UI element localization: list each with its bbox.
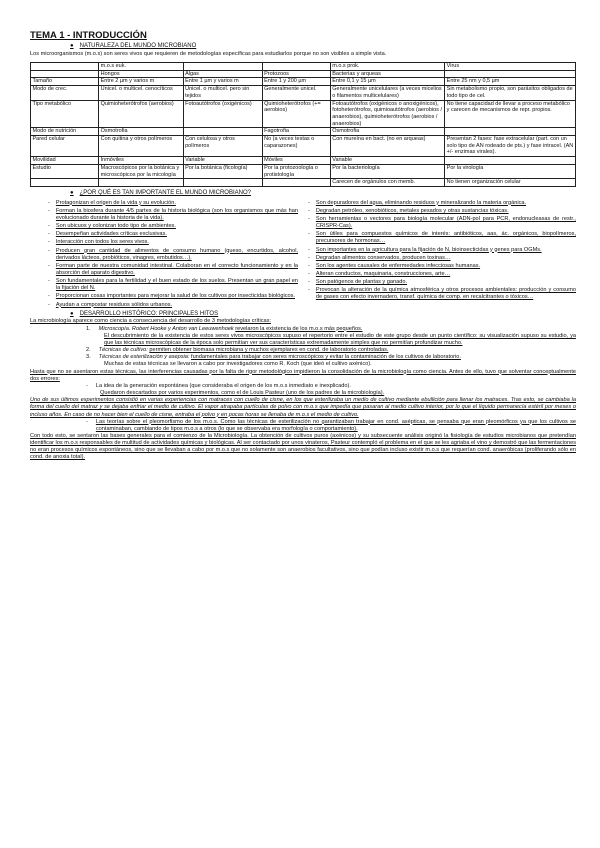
table-header-cell: m.o.s euk. (99, 62, 183, 70)
dash-marker: - (48, 293, 50, 300)
list-item (308, 279, 576, 286)
list-item-text: Protagonizan el origen de la vida y su evolución. (55, 199, 176, 206)
list-item (308, 263, 576, 270)
list-item (48, 239, 298, 246)
section-heading-importancia (70, 190, 576, 198)
error-item-text: Las teorías sobre el pleomorfismo de los m.o.s. Como las técnicas de esterilización no garantizaban trabajar en cond. asépticas, se pensaba que eran pleomórficos ya que los cultivos se contaminaban, cambiando de tipos m.o.s a otros (lo que se observaba era morfología o comportamiento). (95, 418, 576, 432)
table-row (31, 128, 576, 136)
method-item-2 (86, 347, 576, 354)
dash-marker: - (48, 199, 50, 206)
table-row-label: Modo de nutrición (31, 128, 99, 136)
list-item-text: Son importantes en la agricultura para la fijación de N, bioinsecticidas y genes para OGMs. (315, 246, 542, 253)
item-number: 1. (86, 325, 91, 332)
dash-marker: - (308, 207, 310, 214)
dash-marker: - (308, 271, 310, 278)
item-lead: Técnicas de esterilización y asepsia: (98, 354, 192, 361)
dash-marker: - (308, 287, 310, 294)
importance-columns (30, 200, 576, 310)
list-item (48, 223, 298, 230)
list-item (48, 248, 298, 262)
bullet-icon: ● (70, 310, 74, 317)
list-item-text: Son ubicuos y colonizan todo tipo de ambientes. (55, 223, 176, 230)
item-text: permiten obtener biomasa microbiana y muchos ejemplares en cond. de laboratorio controladas. (149, 347, 389, 354)
list-item (308, 287, 576, 301)
table-header-cell (183, 62, 262, 70)
list-item-text: Son patógenos de plantas y ganado. (315, 279, 408, 286)
dash-marker: - (48, 301, 50, 308)
table-header-cell (445, 70, 576, 78)
table-cell: Inmóviles (99, 157, 183, 165)
table-cell: Entre 25 nm y 0,5 µm (445, 78, 576, 86)
dash-marker: - (308, 199, 310, 206)
item-number: 2. (86, 347, 91, 354)
table-cell: No (a veces testas o caparazones) (262, 136, 330, 157)
importance-right-list (308, 200, 576, 310)
dash-marker: - (308, 215, 310, 222)
table-cell: No tienen organización celular (445, 179, 576, 187)
list-item-text: Degradan petróleo, xenobióticos, metales pesados y otras sustancias tóxicas. (315, 207, 509, 214)
table-cell: Unicel. o multicel. pero sin tejidos (183, 86, 262, 100)
list-item-text: Producen gran cantidad de alimentos de consumo humano (queso, encurtidos, alcohol, derivados lácteos, probióticos, vinagres, embutidos…). (55, 247, 298, 261)
error-item-1-detail: Quedaron descartados por varios experimentos, como el de Louis Pasteur (uno de los padres de la microbiología). (100, 390, 385, 397)
list-item-text: Son los agentes causales de enfermedades infecciosas humanas. (315, 262, 481, 269)
dash-marker: - (48, 223, 50, 230)
dash-marker: - (48, 239, 50, 246)
list-item (308, 216, 576, 230)
list-item-text: Interacción con todos los seres vivos. (55, 239, 149, 246)
table-cell: Fotoautótrofos (oxigénicos o anoxigénicos), fotoheterótrofos, quimioautótrofos (aerobios / anaerobios), quimioheterótrofos (aerobios / anaerobios) (330, 100, 444, 128)
table-cell: Fagotrofia (262, 128, 330, 136)
table-cell: Por la bacteriología (330, 164, 444, 178)
table-row-label: Modo de crec. (31, 86, 99, 100)
table-cell (99, 179, 183, 187)
dash-marker: - (48, 247, 50, 254)
table-cell: Quimioheterótrofos (aerobios) (99, 100, 183, 128)
dash-marker: - (48, 278, 50, 285)
item-text: fundamentales para trabajar con seres microscópicos y evitar la contaminación de los cultivos de laboratorio. (191, 354, 461, 361)
table-header-cell: m.o.s prok. (330, 62, 444, 70)
table-cell (183, 128, 262, 136)
table-cell: Generalmente unicelulares (a veces micelios o filamentos multicelulares) (330, 86, 444, 100)
list-item-text: Provocan la alteración de la química atmosférica y otros procesos ambientales: producción y consumo de gases con efecto invernadero, transf. química de comp. en recalcitrantes o tóxicos… (315, 287, 576, 301)
list-item (308, 200, 576, 207)
intro-paragraph: Los microorganismos (m.o.s) son seres vivos que requieren de metodologías específicas para estudiarlos porque no son visibles a simple vista. (30, 50, 387, 57)
table-cell: Osmotrofia (330, 128, 444, 136)
table-row (31, 136, 576, 157)
list-item (48, 231, 298, 238)
comparison-table (30, 62, 576, 187)
method-item-3-detail: Muchas de estas técnicas se llevaron a cabo por investigadores como R. Koch (que ideó el cultivo axénico). (104, 361, 372, 368)
dash-marker: - (48, 262, 50, 269)
table-cell: Entre 2 µm y varios m (99, 78, 183, 86)
table-header-cell (31, 62, 99, 70)
list-item (48, 208, 298, 222)
table-header-cell: Algas (183, 70, 262, 78)
table-body (31, 62, 576, 186)
table-header-cell (31, 70, 99, 78)
section-heading-naturaleza (70, 43, 576, 51)
history-intro: La microbiología aparece como ciencia a consecuencia del desarrollo de 3 metodologías críticas: (30, 318, 271, 325)
dash-marker: - (308, 262, 310, 269)
importance-left-list (30, 200, 298, 310)
item-number: 3. (86, 354, 91, 361)
dash-marker: - (308, 246, 310, 253)
table-row-label (31, 179, 99, 187)
table-cell: Sin metabolismo propio, son parásitos obligados de todo tipo de cel. (445, 86, 576, 100)
list-item-text: Son herramientas o vectores para biología molecular (ADN-pol para PCR, endonucleasas de restr., CRISPR-Cas). (315, 215, 576, 230)
list-item-text: Forman la biosfera durante 4/5 partes de la historia biológica (son los organismos que más han evolucionado durante la historia de la vida). (55, 207, 298, 221)
table-cell: Con quitina y otros polímeros (99, 136, 183, 157)
list-item (48, 302, 298, 309)
bullet-icon: ● (70, 43, 74, 50)
method-item-3 (86, 354, 576, 361)
error-item-2 (86, 419, 576, 433)
table-cell: Variable (183, 157, 262, 165)
page-title: TEMA 1 - INTRODUCCIÓN (30, 30, 147, 41)
table-cell: Unicel. o multicel. cenocíticos (99, 86, 183, 100)
item-text: revelaron la existencia de los m.o.s más pequeños. (235, 325, 363, 332)
table-cell (445, 128, 576, 136)
table-cell: Por la virología (445, 164, 576, 178)
table-cell: Entre 1 µm y varios m (183, 78, 262, 86)
dash-marker: - (308, 231, 310, 238)
table-cell: Fotoautótrofos (oxigénicos) (183, 100, 262, 128)
dash-marker: - (48, 207, 50, 214)
section-heading-text: NATURALEZA DEL MUNDO MICROBIANO (79, 43, 197, 50)
table-row (31, 86, 576, 100)
list-item (48, 200, 298, 207)
table-subheader-row (31, 70, 576, 78)
table-row-label: Movilidad (31, 157, 99, 165)
history-paragraph-4: Con todo esto, se sentaron las bases generales para el comienzo de la Microbiología. La obtención de cultivos puros (axénicos) y su subsecuente análisis originó la fisiología de estudios microbianos que pretendían identificar los m.o.s responsables de multitud de actividades químicas y biológicas. Al ser contactado por unos vinateros, Pasteur contempló el problema en el que se les agriaba el vino y demostró que las fermentaciones no eran procesos químicos espontáneos, sino que se llevaban a cabo por m.o.s que no solamente son anaerobios facultativos, sino que podían incluso existir m.o.s que requerían cond. anaeróbicas (proliferando sólo en cond. de anoxia total). (30, 432, 576, 461)
list-item-text: Son fundamentales para la fertilidad y el buen estado de los suelos. Presentan un gran papel en la fijación del N. (55, 278, 298, 292)
error-item-1 (86, 383, 576, 390)
section-heading-text: DESARROLLO HISTÓRICO: PRINCIPALES HITOS (79, 310, 219, 317)
list-item-text: Son útiles para compuestos químicos de interés: antibióticos, aas, ác. orgánicos, biopolímeros, precursores de hormonas… (315, 231, 576, 245)
list-item (48, 293, 298, 300)
list-item (308, 247, 576, 254)
dash-marker: - (48, 231, 50, 238)
table-cell: Quimioheterótrofos (+= aerobios) (262, 100, 330, 128)
table-cell: Osmotrofia (99, 128, 183, 136)
table-row (31, 179, 576, 187)
table-row (31, 164, 576, 178)
dash-marker: - (86, 382, 88, 389)
dash-marker: - (308, 254, 310, 261)
table-cell (183, 179, 262, 187)
list-item-text: Forman parte de nuestra comunidad intestinal. Colaboran en el correcto funcionamiento y en la absorción del aparato digestivo. (55, 262, 298, 277)
table-header-cell: Bacterias y arqueas (330, 70, 444, 78)
pasteur-paragraph: Uno de sus últimos experimentos consistió en varias experiencias con matraces con cuello de cisne, en los que esterilizaba un medio de cultivo mediante ebullición para llenar los matraces. Tras esto, se cambiaba la forma del cuello del matraz y se dejaba enfriar el medio de cultivo. El vapor atrapaba partículas de polvo con m.o.s que impedía que pasaran al medio cultivo interior, por lo que el líquido permanecía estéril por meses o incluso años. En caso de no hacer bien el cuello de cisne, entraba el polvo y en pocas horas se llenaba de m.o.s el medio de cultivo. (30, 397, 576, 418)
table-header-cell (262, 62, 330, 70)
dash-marker: - (86, 418, 88, 425)
table-row-label: Pared celular (31, 136, 99, 157)
item-lead: Microscopía. Robert Hooke y Anton van Leeuwenhoek (98, 325, 236, 332)
list-item-text: Ayudan a compostar residuos sólidos urbanos. (55, 301, 173, 308)
list-item-text: Proporcionan cosas importantes para mejorar la salud de los cultivos por insecticidas biológicos. (55, 293, 295, 300)
table-cell: Con celulosa y otros polímeros (183, 136, 262, 157)
section-heading-text: ¿POR QUÉ ES TAN IMPORTANTE EL MUNDO MICROBIANO? (79, 189, 251, 196)
list-item-text: Alteran conductos, maquinaria, construcciones, arte… (315, 271, 451, 278)
table-cell: Carecen de orgánulos con memb. (330, 179, 444, 187)
table-cell: Variable (330, 157, 444, 165)
table-row-label: Tamaño (31, 78, 99, 86)
table-row-label: Tipo metabólico (31, 100, 99, 128)
list-item (308, 271, 576, 278)
table-header-cell: Hongos (99, 70, 183, 78)
dash-marker: - (308, 279, 310, 286)
error-item-text: La idea de la generación espontánea (que consideraba el origen de los m.o.s inmediato e inexplicado). (95, 382, 351, 389)
list-item (308, 208, 576, 215)
table-cell: No tiene capacidad de llevar a proceso metabólico y carecen de mecanismos de repr. propios. (445, 100, 576, 128)
table-row (31, 157, 576, 165)
table-cell: Entre 0,1 y 15 µm (330, 78, 444, 86)
table-row (31, 78, 576, 86)
list-item (48, 278, 298, 292)
table-cell: Por la botánica (ficología) (183, 164, 262, 178)
history-paragraph-2: Hasta que no se asentaron estas técnicas, las interferencias causadas por la falta de rigor metodológico impidieron la consolidación de la microbiología como ciencia. Antes de ello, tuvo que solventar conceptualmente dos errores: (30, 368, 576, 382)
table-cell (445, 157, 576, 165)
method-item-1-detail: El descubrimiento de la existencia de estos seres vivos microscópicos supuso el repertorio entre el estudio de este grupo desde un punto científico: su visualización supuso su estudio, ya que las técnicas microscópicas de la época solo permitían ver sus características extremadamente simples que no permitían profundizar mucho. (104, 332, 576, 346)
list-item-text: Desempeñan actividades críticas exclusivas. (55, 231, 167, 238)
table-cell: Presentan 2 fases: fase extracelular (part. con un solo tipo de AN rodeado de pts.) y fase intracel. (AN +/- enzimas virales). (445, 136, 576, 157)
table-cell: Con mureína en bact. (no en arqueas) (330, 136, 444, 157)
table-cell: Macroscópicos por la botánica y microscópicos por la micología (99, 164, 183, 178)
table-cell: Por la protozoología o protistología (262, 164, 330, 178)
list-item (48, 263, 298, 277)
table-cell: Generalmente unicel. (262, 86, 330, 100)
item-lead: Técnicas de cultivo: (98, 347, 150, 354)
bullet-icon: ● (70, 189, 74, 196)
table-cell (262, 179, 330, 187)
table-cell: Entre 1 y 200 µm (262, 78, 330, 86)
list-item-text: Degradan alimentos conservados, producen toxinas… (315, 254, 451, 261)
table-row (31, 100, 576, 128)
list-item (308, 231, 576, 245)
table-header-row (31, 62, 576, 70)
list-item (308, 255, 576, 262)
table-row-label: Estudio (31, 164, 99, 178)
list-item-text: Son depuradores del agua, eliminando residuos y mineralizando la materia orgánica. (315, 199, 527, 206)
section-heading-historia (70, 311, 576, 319)
table-header-cell: Protozoos (262, 70, 330, 78)
table-header-cell: Virus (445, 62, 576, 70)
table-cell: Móviles (262, 157, 330, 165)
method-item-1 (86, 326, 576, 333)
